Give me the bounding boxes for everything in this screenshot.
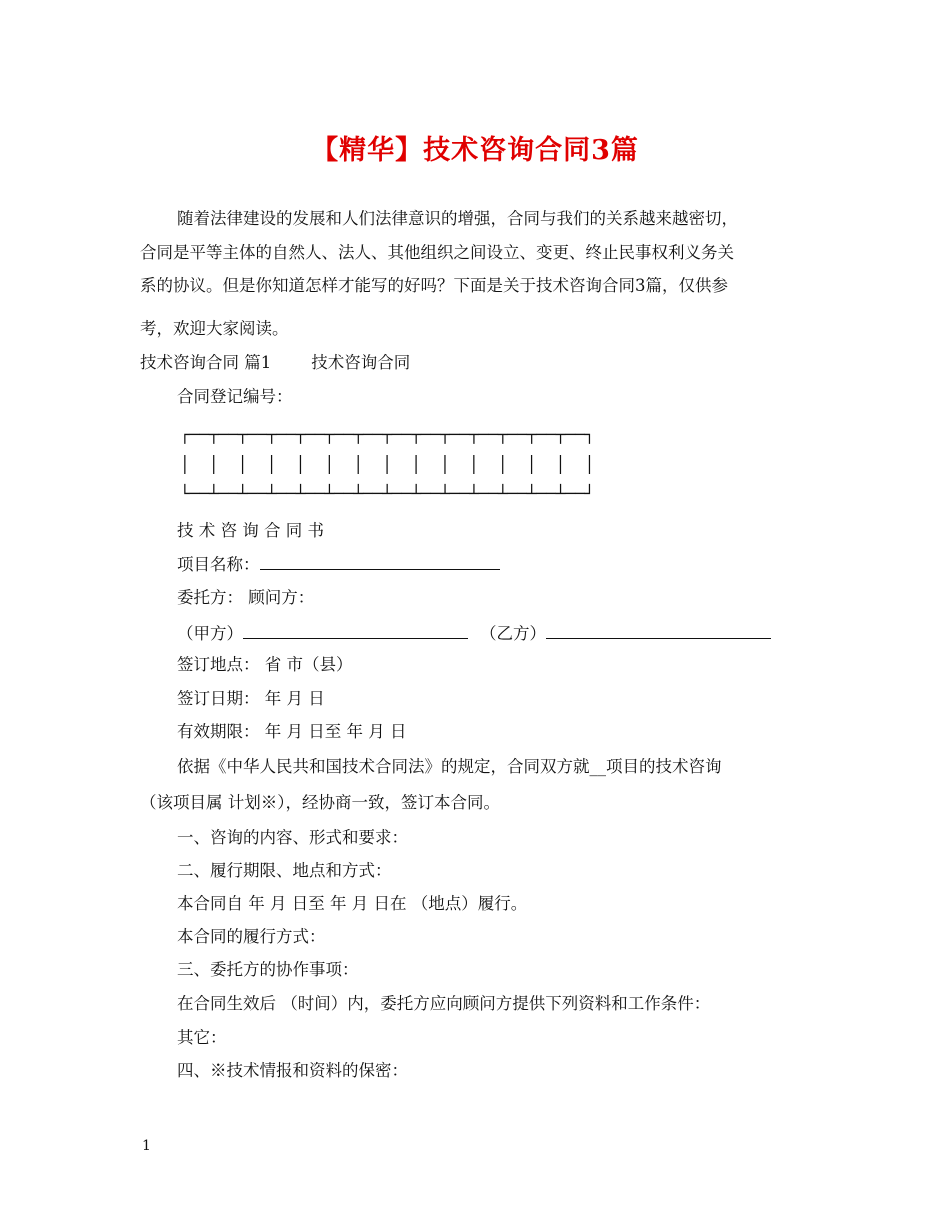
registration-box-top: ┌──┬──┬──┬──┬──┬──┬──┬──┬──┬──┬──┬──┬──┬──┐ [180, 425, 595, 444]
validity-period: 有效期限： 年 月 日至 年 月 日 [177, 722, 407, 741]
intro-line-1: 随着法律建设的发展和人们法律意识的增强，合同与我们的关系越来越密切， [177, 209, 738, 228]
party-a-label: （甲方） [177, 624, 243, 643]
party-a-blank [243, 622, 468, 639]
sign-date: 签订日期： 年 月 日 [177, 689, 325, 708]
project-name-blank [260, 553, 500, 570]
parties-label: 委托方： 顾问方： [177, 588, 315, 607]
registration-box-middle: │ │ │ │ │ │ │ │ │ │ │ │ │ │ │ [180, 455, 595, 474]
section-heading-left: 技术咨询合同 篇1 [140, 353, 272, 372]
clause-8: 四、※技术情报和资料的保密： [177, 1061, 408, 1080]
clause-5: 三、委托方的协作事项： [177, 960, 359, 979]
clause-4: 本合同的履行方式： [177, 927, 326, 946]
intro-line-2: 合同是平等主体的自然人、法人、其他组织之间设立、变更、终止民事权利义务关 [140, 243, 734, 262]
registration-box-bottom: └──┴──┴──┴──┴──┴──┴──┴──┴──┴──┴──┴──┴──┴──┘ [180, 484, 595, 503]
sign-place: 签订地点： 省 市（县） [177, 655, 353, 674]
intro-line-4: 考，欢迎大家阅读。 [140, 319, 289, 338]
section-heading-right: 技术咨询合同 [311, 353, 411, 372]
clause-1: 一、咨询的内容、形式和要求： [177, 828, 408, 847]
party-row [177, 622, 771, 645]
page-number: 1 [142, 1138, 151, 1154]
party-b-blank [546, 622, 771, 639]
basis-line-1: 依据《中华人民共和国技术合同法》的规定，合同双方就__项目的技术咨询 [177, 757, 722, 776]
project-name-row [177, 553, 500, 576]
section-heading [140, 352, 410, 374]
party-b-label: （乙方） [480, 624, 546, 643]
clause-2: 二、履行期限、地点和方式： [177, 861, 392, 880]
clause-6: 在合同生效后 （时间）内，委托方应向顾问方提供下列资料和工作条件： [177, 994, 711, 1013]
clause-7: 其它： [177, 1028, 227, 1047]
intro-line-3: 系的协议。但是你知道怎样才能写的好吗？下面是关于技术咨询合同3篇，仅供参 [140, 276, 728, 295]
clause-3: 本合同自 年 月 日至 年 月 日在 （地点）履行。 [177, 894, 528, 913]
basis-line-2: （该项目属 计划※），经协商一致，签订本合同。 [140, 793, 500, 812]
contract-book-title: 技 术 咨 询 合 同 书 [177, 521, 324, 540]
document-title: 【精华】技术咨询合同3篇 [311, 135, 639, 166]
registration-label: 合同登记编号： [177, 387, 293, 406]
project-name-label: 项目名称： [177, 555, 260, 574]
